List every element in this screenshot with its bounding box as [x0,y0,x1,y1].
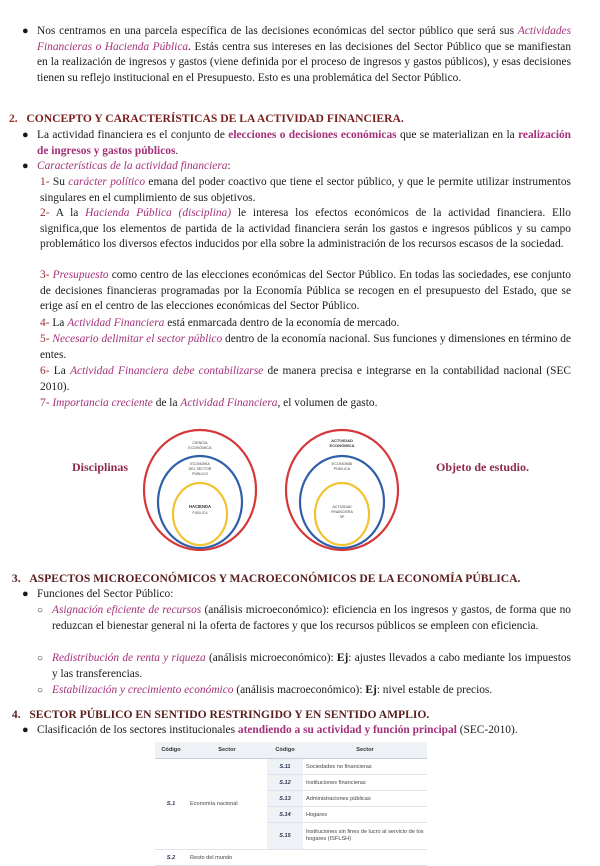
sec2-bullet-2 [37,159,571,175]
sec2-bullet-1 [37,128,571,159]
text: La [49,365,71,377]
table-header: Código [155,742,187,759]
text: Ej [336,652,349,664]
text: Ej [365,684,377,696]
section-3-heading [9,571,520,586]
row-name: Instituciones financieras [303,775,427,791]
label: PÚBLICA [333,467,351,471]
label: ACTIVIDAD [332,505,352,509]
text: Su [49,176,69,188]
section-3-title: ASPECTOS MICROECONÓMICOS Y MACROECONÓMICOS DE LA ECONOMÍA PÚBLICA. [29,572,521,585]
sec2-item-7 [40,396,571,412]
diagram-left-label: Disciplinas [72,460,129,474]
bullet-dot: ● [22,129,29,141]
bullet-dot: ● [22,160,29,172]
row-name: Instituciones sin fines de lucro al servicio de los hogares (ISFLSH) [303,823,427,850]
text: La [49,317,68,329]
text: de manera precisa e integrarse en la contabilidad nacional (SEC 2010). [40,365,571,393]
sec2-item-2 [40,206,571,253]
row-name: Sociedades no financieras [303,759,427,775]
text: A la [49,207,86,219]
highlight: Actividad Financiera [180,397,278,409]
label: CIENCIA [192,441,208,445]
section-2-title: CONCEPTO Y CARACTERÍSTICAS DE LA ACTIVIDAD FINANCIERA. [26,112,404,125]
bullet-dot: ● [22,25,29,37]
row-code: S.11 [267,759,303,775]
table-header: Código [267,742,303,759]
highlight: Estabilización y crecimiento económico [52,684,234,696]
text: (SEC-2010). [456,724,518,736]
label: ECONÓMICA [188,446,212,450]
sec3-bullet-1: Funciones del Sector Público: [37,588,174,600]
sec2-item-5 [40,332,571,363]
highlight: Hacienda Pública (disciplina) [85,207,232,219]
highlight: Presupuesto [52,269,109,281]
sec2-item-6 [40,364,571,395]
sec3-sub-1 [52,603,571,634]
diagram-right-label: Objeto de estudio. [436,460,529,474]
intro-text-1: Nos centramos en una parcela específica de las decisiones económicas del sector público que será sus [37,25,518,37]
sec3-sub-2 [52,651,571,682]
table-row [155,759,427,775]
text: está enmarcada dentro de la economía de mercado. [164,317,400,329]
highlight: carácter político [68,176,146,188]
group-name: Economía nacional [187,759,267,850]
label: ECONOMÍA [331,462,353,466]
item-number: 4- [40,317,50,329]
highlight: Necesario delimitar el sector público [52,333,223,345]
text: que se materializan en la [396,129,519,141]
item-number: 2- [40,207,50,219]
text: : [227,160,231,172]
table-header-row [155,742,427,759]
text: , el volumen de gasto. [277,397,378,409]
section-4-title: SECTOR PÚBLICO EN SENTIDO RESTRINGIDO Y EN SENTIDO AMPLIO. [29,708,430,721]
group-code: S.2 [155,850,187,866]
text: emana del poder coactivo que tiene el sector público, y que le permite utilizar instrumentos singulares en el cumplimiento de sus objetivos. [40,176,571,204]
row-name: Administraciones públicas [303,791,427,807]
label: ECONÓMICA [329,443,355,448]
row-name: Hogares [303,807,427,823]
sec3-sub-3 [52,683,571,699]
text: como centro de las elecciones económicas del Sector Público. En todas las sociedades, ese conjunto de decisiones financieras programadas por la Economía Pública se recogen en el presupuesto del Estado, que se erige así en el centro de las elecciones económicas del Sector Público. [40,269,571,312]
label: SP [339,515,345,519]
text: (análisis macroeconómico): [233,684,366,696]
group-name: Resto del mundo [187,850,267,866]
section-3-number: 3. [11,572,21,585]
highlight: realización de ingresos y gastos públicos [37,129,572,157]
item-number: 7- [40,397,50,409]
intro-paragraph [37,24,571,86]
item-number: 1- [40,176,50,188]
row-code: S.12 [267,775,303,791]
section-2-heading [9,111,404,126]
label: HACIENDA [188,504,212,509]
text: La actividad financiera es el conjunto de [37,129,229,141]
group-code: S.1 [155,759,187,850]
text: (análisis microeconómico): [205,652,337,664]
section-2-number: 2. [9,112,18,125]
highlight: atendiendo a su actividad y función principal [237,724,457,736]
sec2-item-3 [40,268,571,315]
row-code: S.15 [267,823,303,850]
highlight: Actividad Financiera [67,317,165,329]
label: ACTIVIDAD [331,438,353,443]
item-number: 3- [40,269,50,281]
bullet-circle: ○ [37,685,44,696]
label: FINANCIERA [331,510,353,514]
text: de la [152,397,181,409]
item-number: 5- [40,333,50,345]
bullet-circle: ○ [37,653,44,664]
label: DEL SECTOR [188,467,212,471]
highlight: Redistribución de renta y riqueza [52,652,206,664]
text: : nivel estable de precios. [376,684,493,696]
table-header: Sector [303,742,427,759]
bullet-dot: ● [22,588,29,600]
sec2-item-1 [40,175,571,206]
section-4-heading [9,707,429,722]
row-code: S.14 [267,807,303,823]
label: ECONOMÍA [190,462,210,466]
sec2-item-4 [40,316,571,332]
highlight: Asignación eficiente de recursos [52,604,202,616]
text: . [175,144,179,157]
highlight: Importancia creciente [52,397,153,409]
bullet-dot: ● [22,724,29,736]
text: (análisis microeconómico): eficiencia en los ingresos y gastos, de forma que no reduzcan el bienestar general ni la oferta de factores y que los recursos públicos se empleen con eficiencia. [52,604,571,632]
intro-highlight: Actividades Financieras o Hacienda Pública [37,25,571,53]
label: PÚBLICO [192,472,208,476]
highlight: Características de la actividad financiera [37,160,228,172]
table-row [155,850,427,866]
intro-text-2: . Estás centra sus intereses en las decisiones del Sector Público que se manifiestan en la realización de ingresos y gastos (viene definida por el proceso de ingresos y gastos públicos), y esas decisiones tienen su reflejo institucional en el Presupuesto. Esto es una problemática del Sector Público. [37,40,572,84]
row-code: S.13 [267,791,303,807]
section-4-number: 4. [11,708,21,721]
item-number: 6- [40,365,50,377]
text: dentro de la economía nacional. Sus funciones y dimensiones en término de entes. [40,333,571,361]
bullet-circle: ○ [37,605,44,616]
inner-circle [315,483,369,545]
empty-cell [303,850,427,866]
sec4-bullet-1 [37,723,571,739]
text: le interesa los efectos económicos de la actividad financiera. Ello significa,que los elementos de partida de la actividad financiera serán los gastos e ingresos públicos y su campo problemático los diversos efectos inducidos por ella sobre la administración de los recursos escasos de la sociedad. [40,207,571,250]
text: : ajustes llevados a cabo mediante los impuestos y las transferencias. [52,652,571,680]
table-header: Sector [187,742,267,759]
highlight: Actividad Financiera debe contabilizarse [70,365,264,377]
diagram-left-circles [140,425,260,555]
empty-cell [267,850,303,866]
sector-classification-table [155,742,427,866]
label: PÚBLICA [192,511,208,515]
highlight: elecciones o decisiones económicas [228,129,397,141]
text: Clasificación de los sectores institucionales [37,724,238,736]
diagram-right-circles [282,425,402,555]
